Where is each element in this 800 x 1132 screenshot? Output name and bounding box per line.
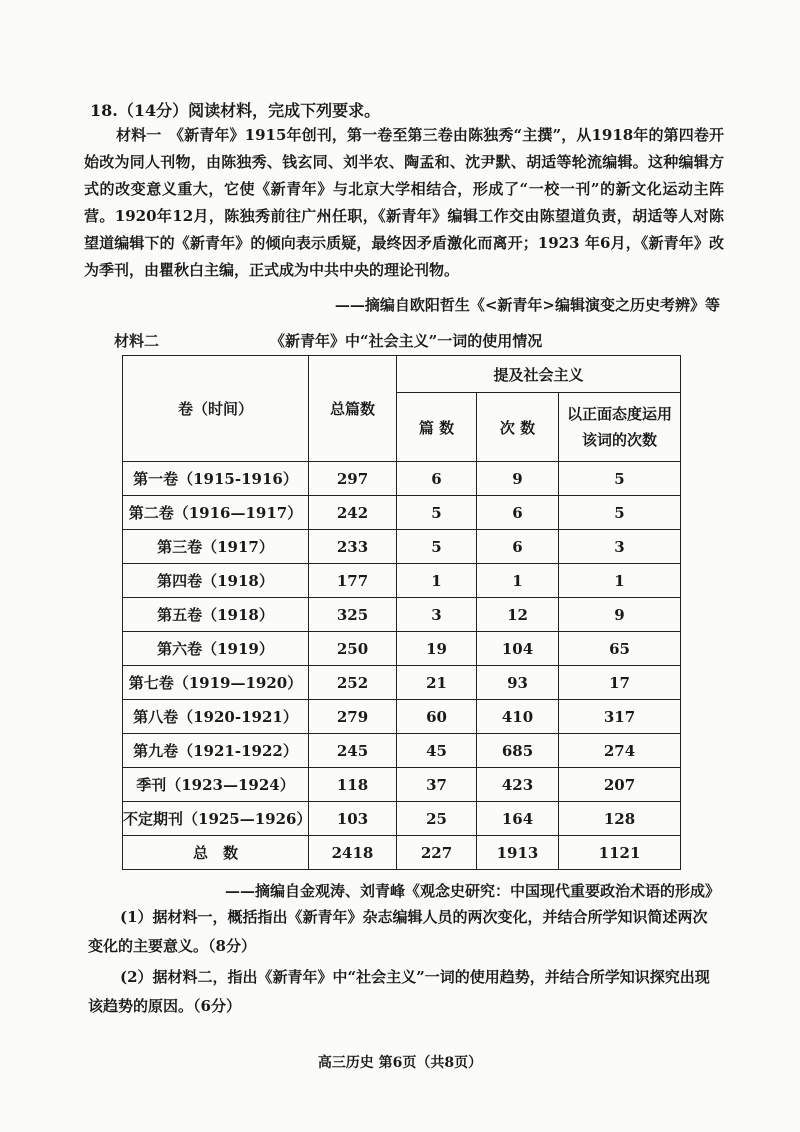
material-two-source: ——摘编自金观涛、刘青峰《观念史研究：中国现代重要政治术语的形成》 [224, 882, 720, 900]
cell-total: 252 [309, 666, 397, 700]
table-row [123, 768, 681, 802]
sub-question-2: (2）据材料二，指出《新青年》中“社会主义”一词的使用趋势，并结合所学知识探究出现该趋势的原因。（6分） [88, 968, 710, 1015]
table-row [123, 530, 681, 564]
cell-positive: 274 [559, 734, 681, 768]
cell-total: 233 [309, 530, 397, 564]
cell-positive: 207 [559, 768, 681, 802]
cell-positive: 1121 [559, 836, 681, 870]
cell-volume: 季刊（1923—1924） [123, 768, 309, 802]
cell-articles: 60 [397, 700, 477, 734]
cell-volume: 第五卷（1918） [123, 598, 309, 632]
cell-times: 6 [477, 496, 559, 530]
header-positive: 以正面态度运用该词的次数 [559, 393, 681, 462]
cell-positive: 128 [559, 802, 681, 836]
cell-articles: 227 [397, 836, 477, 870]
header-articles: 篇 数 [397, 393, 477, 462]
table-row [123, 598, 681, 632]
cell-total: 250 [309, 632, 397, 666]
cell-total: 118 [309, 768, 397, 802]
table-row [123, 700, 681, 734]
cell-articles: 19 [397, 632, 477, 666]
table-row [123, 496, 681, 530]
cell-positive: 9 [559, 598, 681, 632]
cell-positive: 5 [559, 462, 681, 496]
cell-total: 103 [309, 802, 397, 836]
material-two-label: 材料二 [114, 332, 160, 350]
cell-times: 685 [477, 734, 559, 768]
material-two-table-title: 《新青年》中“社会主义”一词的使用情况 [270, 332, 543, 350]
cell-positive: 317 [559, 700, 681, 734]
cell-times: 164 [477, 802, 559, 836]
table-row [123, 666, 681, 700]
cell-volume: 第七卷（1919—1920） [123, 666, 309, 700]
cell-times: 1913 [477, 836, 559, 870]
cell-articles: 25 [397, 802, 477, 836]
cell-positive: 1 [559, 564, 681, 598]
cell-articles: 3 [397, 598, 477, 632]
cell-positive: 65 [559, 632, 681, 666]
cell-total: 297 [309, 462, 397, 496]
cell-articles: 21 [397, 666, 477, 700]
cell-total: 2418 [309, 836, 397, 870]
socialism-usage-table [122, 355, 681, 870]
cell-positive: 17 [559, 666, 681, 700]
cell-total: 177 [309, 564, 397, 598]
cell-articles: 37 [397, 768, 477, 802]
cell-times: 93 [477, 666, 559, 700]
cell-volume: 第八卷（1920-1921） [123, 700, 309, 734]
header-times: 次 数 [477, 393, 559, 462]
cell-total: 325 [309, 598, 397, 632]
cell-volume: 第四卷（1918） [123, 564, 309, 598]
cell-articles: 45 [397, 734, 477, 768]
cell-positive: 5 [559, 496, 681, 530]
cell-volume: 第三卷（1917） [123, 530, 309, 564]
cell-volume: 第六卷（1919） [123, 632, 309, 666]
cell-articles: 1 [397, 564, 477, 598]
cell-volume: 第九卷（1921-1922） [123, 734, 309, 768]
cell-positive: 3 [559, 530, 681, 564]
table-row [123, 564, 681, 598]
sub-question-1: (1）据材料一，概括指出《新青年》杂志编辑人员的两次变化，并结合所学知识简述两次变化的主要意义。（8分） [88, 908, 708, 955]
cell-articles: 5 [397, 530, 477, 564]
cell-volume: 第一卷（1915-1916） [123, 462, 309, 496]
cell-times: 12 [477, 598, 559, 632]
table-row [123, 462, 681, 496]
table-row [123, 734, 681, 768]
material-one-text: 材料一 《新青年》1915年创刊，第一卷至第三卷由陈独秀“主撰”，从1918年的第四卷开始改为同人刊物，由陈独秀、钱玄同、刘半农、陶孟和、沈尹默、胡适等轮流编辑。这种编辑方式的改变意义重大，它使《新青年》与北京大学相结合，形成了“一校一刊”的新文化运动主阵营。1920年12月，陈独秀前往广州任职，《新青年》编辑工作交由陈望道负责，胡适等人对陈望道编辑下的《新青年》的倾向表示质疑，最终因矛盾激化而离开；1923 年6月，《新青年》改为季刊，由瞿秋白主编，正式成为中共中央的理论刊物。 [84, 126, 724, 279]
cell-articles: 6 [397, 462, 477, 496]
cell-volume: 总 数 [123, 836, 309, 870]
cell-articles: 5 [397, 496, 477, 530]
page-footer: 高三历史 第6页（共8页） [317, 1055, 483, 1071]
header-volume: 卷（时间） [123, 356, 309, 462]
cell-total: 279 [309, 700, 397, 734]
cell-volume: 不定期刊（1925—1926） [123, 802, 309, 836]
cell-times: 423 [477, 768, 559, 802]
material-one-source: ——摘编自欧阳哲生《<新青年>编辑演变之历史考辨》等 [334, 296, 720, 314]
header-mention-group: 提及社会主义 [397, 356, 681, 393]
cell-times: 9 [477, 462, 559, 496]
cell-total: 242 [309, 496, 397, 530]
table-row [123, 836, 681, 870]
table-row [123, 802, 681, 836]
cell-volume: 第二卷（1916—1917） [123, 496, 309, 530]
cell-times: 104 [477, 632, 559, 666]
table-row [123, 632, 681, 666]
cell-times: 1 [477, 564, 559, 598]
header-total: 总篇数 [309, 356, 397, 462]
table-header-row [123, 356, 681, 393]
question-heading: 18.（14分）阅读材料，完成下列要求。 [90, 101, 381, 120]
cell-total: 245 [309, 734, 397, 768]
cell-times: 410 [477, 700, 559, 734]
cell-times: 6 [477, 530, 559, 564]
